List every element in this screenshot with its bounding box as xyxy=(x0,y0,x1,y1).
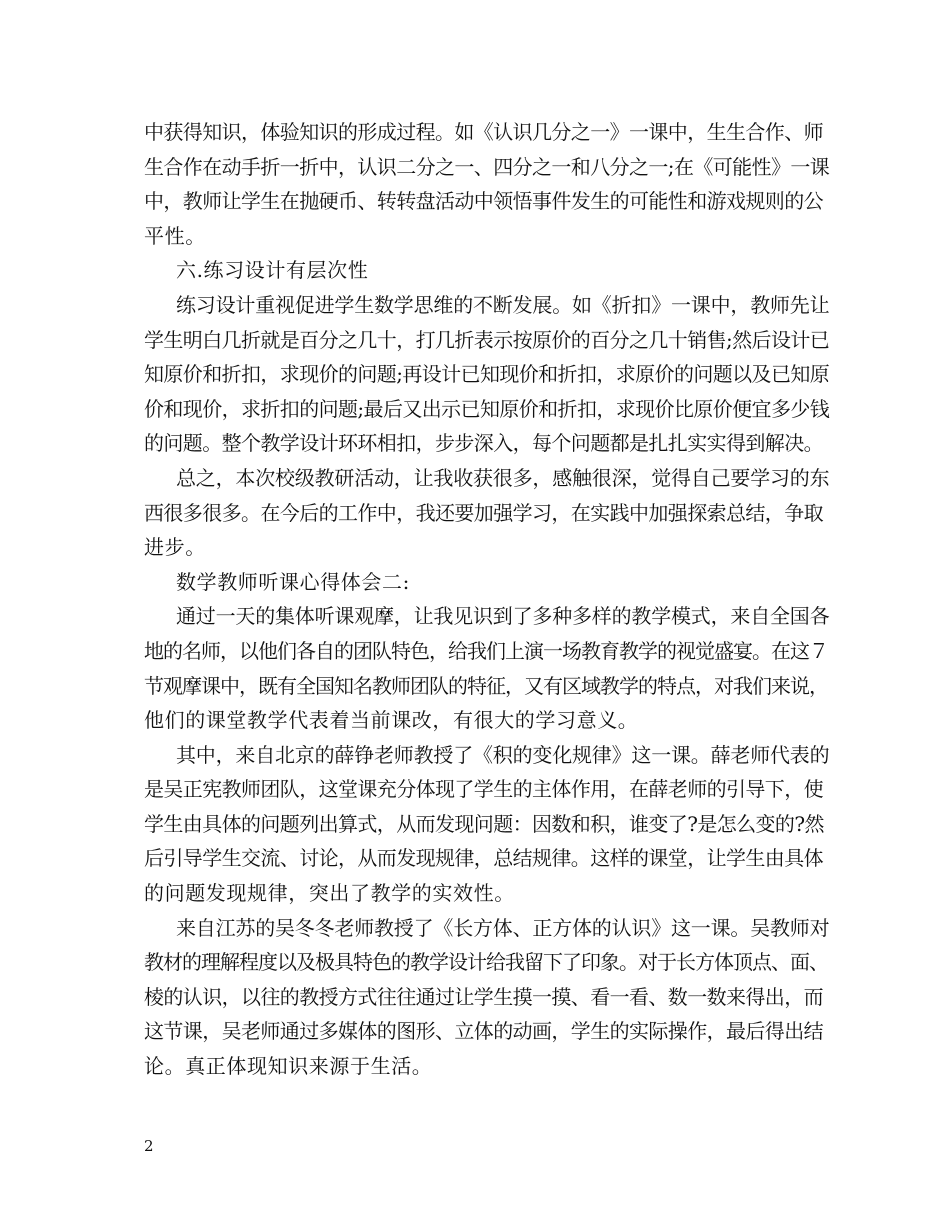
text-line: 数学教师听课心得体会二: xyxy=(176,569,410,594)
text-line: 练习设计重视促进学生数学思维的不断发展。如《折扣》一课中，教师先让 xyxy=(176,292,830,317)
text-line: 平性。 xyxy=(144,223,206,248)
text-line: 教材的理解程度以及极具特色的教学设计给我留下了印象。对于长方体顶点、面、 xyxy=(144,950,828,975)
text-line: 总之，本次校级教研活动，让我收获很多，感触很深，觉得自己要学习的东 xyxy=(176,465,830,490)
text-line: 其中，来自北京的薛铮老师教授了《积的变化规律》这一课。薛老师代表的 xyxy=(176,742,830,767)
text-line: 知原价和折扣，求现价的问题;再设计已知现价和折扣，求原价的问题以及已知原 xyxy=(144,362,830,387)
text-line: 通过一天的集体听课观摩，让我见识到了多种多样的教学模式，来自全国各 xyxy=(176,604,830,629)
text-line: 六.练习设计有层次性 xyxy=(176,258,369,283)
text-line: 生合作在动手折一折中，认识二分之一、四分之一和八分之一;在《可能性》一课 xyxy=(144,154,830,179)
text-line: 中获得知识，体验知识的形成过程。如《认识几分之一》一课中，生生合作、师 xyxy=(144,120,823,144)
text-line: 的问题。整个教学设计环环相扣，步步深入，每个问题都是扎扎实实得到解决。 xyxy=(144,431,823,456)
text-line: 地的名师，以他们各自的团队特色，给我们上演一场教育教学的视觉盛宴。在这７ xyxy=(144,638,828,663)
text-line: 进步。 xyxy=(144,535,206,560)
text-line: 是吴正宪教师团队，这堂课充分体现了学生的主体作用，在薛老师的引导下，使 xyxy=(144,777,823,802)
text-line: 西很多很多。在今后的工作中，我还要加强学习，在实践中加强探索总结，争取 xyxy=(144,500,823,525)
text-line: 棱的认识，以往的教授方式往往通过让学生摸一摸、看一看、数一数来得出，而 xyxy=(144,984,823,1009)
document-body xyxy=(144,115,829,1084)
text-line: 这节课，吴老师通过多媒体的图形、立体的动画，学生的实际操作，最后得出结 xyxy=(144,1019,823,1044)
text-line: 节观摩课中，既有全国知名教师团队的特征，又有区域教学的特点，对我们来说， xyxy=(144,673,828,698)
text-line: 中，教师让学生在抛硬币、转转盘活动中领悟事件发生的可能性和游戏规则的公 xyxy=(144,189,823,214)
page-number: 2 xyxy=(144,1137,154,1155)
text-line: 论。真正体现知识来源于生活。 xyxy=(144,1054,433,1079)
text-line: 学生明白几折就是百分之几十，打几折表示按原价的百分之几十销售;然后设计已 xyxy=(144,327,830,352)
text-line: 学生由具体的问题列出算式，从而发现问题：因数和积，谁变了?是怎么变的?然 xyxy=(144,811,824,836)
text-line: 他们的课堂教学代表着当前课改，有很大的学习意义。 xyxy=(144,708,639,733)
text-line: 的问题发现规律，突出了教学的实效性。 xyxy=(144,881,515,906)
text-line: 后引导学生交流、讨论，从而发现规律，总结规律。这样的课堂，让学生由具体 xyxy=(144,846,823,871)
text-line: 价和现价，求折扣的问题;最后又出示已知原价和折扣，求现价比原价便宜多少钱 xyxy=(144,396,830,421)
text-line: 来自江苏的吴冬冬老师教授了《长方体、正方体的认识》这一课。吴教师对 xyxy=(176,915,830,940)
